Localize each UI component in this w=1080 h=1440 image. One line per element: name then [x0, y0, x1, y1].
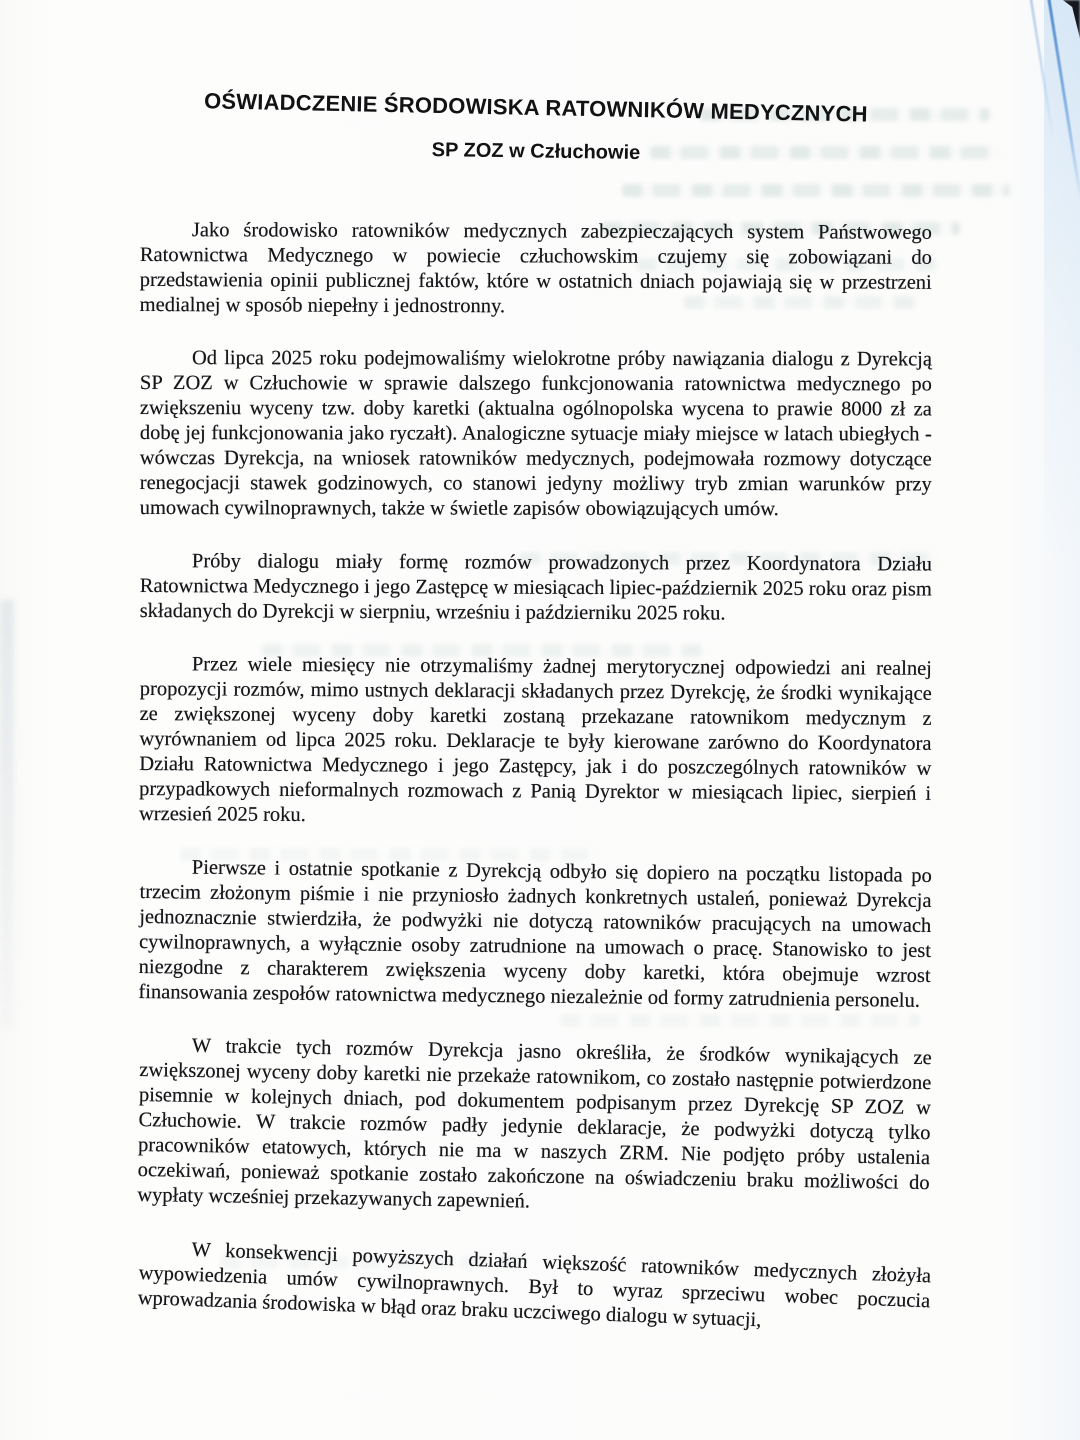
paragraph-1: Jako środowisko ratowników medycznych zabezpieczających system Państwowego Ratownictwa Medycznego w powiecie człuchowskim czujemy się zobowiązani do przedstawienia opinii publicznej faktów, które w ostatnich dniach pojawiają się w przestrzeni medialnej w sposób niepełny i jednostronny. [139, 219, 932, 318]
scan-left-smudge [0, 600, 14, 1030]
paragraph-7: W konsekwencji powyższych działań większość ratowników medycznych złożyła wypowiedzenia umów cywilnoprawnych. Był to wyraz sprzeciwu wobec poczucia wprowadzania środowiska w błąd oraz braku uczciwego dialogu w sytuacji, [137, 1238, 932, 1332]
paragraph-4: Przez wiele miesięcy nie otrzymaliśmy żadnej merytorycznej odpowiedzi ani realnej propozycji rozmów, mimo ustnych deklaracji składanych przez Dyrekcję, że środki wynikające ze zwiększonej wyceny doby karetki zostaną przekazane ratownikom medycznym z wyrównaniem od lipca 2025 roku. Deklaracje te były kierowane zarówno do Koordynatora Działu Ratownictwa Medycznego i jego Zastępcy, jak i do poszczególnych ratowników w przypadkowych nieformalnych rozmowach z Panią Dyrektor w miesiącach lipiec, sierpień i wrzesień 2025 roku. [138, 653, 932, 827]
paragraph-6: W trakcie tych rozmów Dyrekcja jasno określiła, że środków wynikających ze zwiększonej wyceny doby karetki nie przekaże ratownikom, co zostało następnie potwierdzone pisemnie w kolejnych dniach, pod dokumentem podpisanym przez Dyrekcję SP ZOZ w Człuchowie. W trakcie rozmów padły jedynie deklaracje, że podwyżki dotyczą tylko pracowników etatowych, których nie ma w naszych ZRM. Nie podjęto próby ustalenia oczekiwań, ponieważ spotkanie zostało zakończone na oświadczeniu braku możliwości do wypłaty wcześniej przekazywanych zapewnień. [137, 1034, 932, 1213]
document-body [137, 218, 932, 1332]
document-title: OŚWIADCZENIE ŚRODOWISKA RATOWNIKÓW MEDYCZNYCH [203, 88, 868, 127]
document-subtitle: SP ZOZ w Człuchowie [431, 139, 641, 164]
paragraph-5: Pierwsze i ostatnie spotkanie z Dyrekcją odbyło się dopiero na początku listopada po trzecim złożonym piśmie i nie przyniosło żadnych konkretnych ustaleń, ponieważ Dyrekcja jednoznacznie stwierdziła, że podwyżki nie dotyczą ratowników pracujących na umowach cywilnoprawnych, a wyłącznie osoby zatrudnione na umowach o pracę. Stanowisko to jest niezgodne z charakterem zwiększenia wyceny doby karetki, która obejmuje wzrost finansowania zespołów ratownictwa medycznego niezależnie od formy zatrudnienia personelu. [138, 856, 932, 1012]
paragraph-3: Próby dialogu miały formę rozmów prowadzonych przez Koordynatora Działu Ratownictwa Medycznego i jego Zastępcę w miesiącach lipiec-październik 2025 roku oraz pism składanych do Dyrekcji w sierpniu, wrześniu i październiku 2025 roku. [139, 550, 932, 625]
paragraph-2: Od lipca 2025 roku podejmowaliśmy wielokrotne próby nawiązania dialogu z Dyrekcją SP ZOZ w Człuchowie w sprawie dalszego funkcjonowania ratownictwa medycznego po zwiększeniu wyceny tzw. doby karetki (aktualna ogólnopolska wycena to prawie 8000 zł za dobę jej funkcjonowania jako ryczałt). Analogiczne sytuacje miały miejsce w latach ubiegłych - wówczas Dyrekcja, na wniosek ratowników medycznych, podejmowała rozmowy dotyczące renegocjacji stawek godzinowych, co stanowi jedyny możliwy tryb zmian warunków przy umowach cywilnoprawnych, także w świetle zapisów obowiązujących umów. [139, 347, 932, 521]
document-content [137, 84, 932, 1339]
